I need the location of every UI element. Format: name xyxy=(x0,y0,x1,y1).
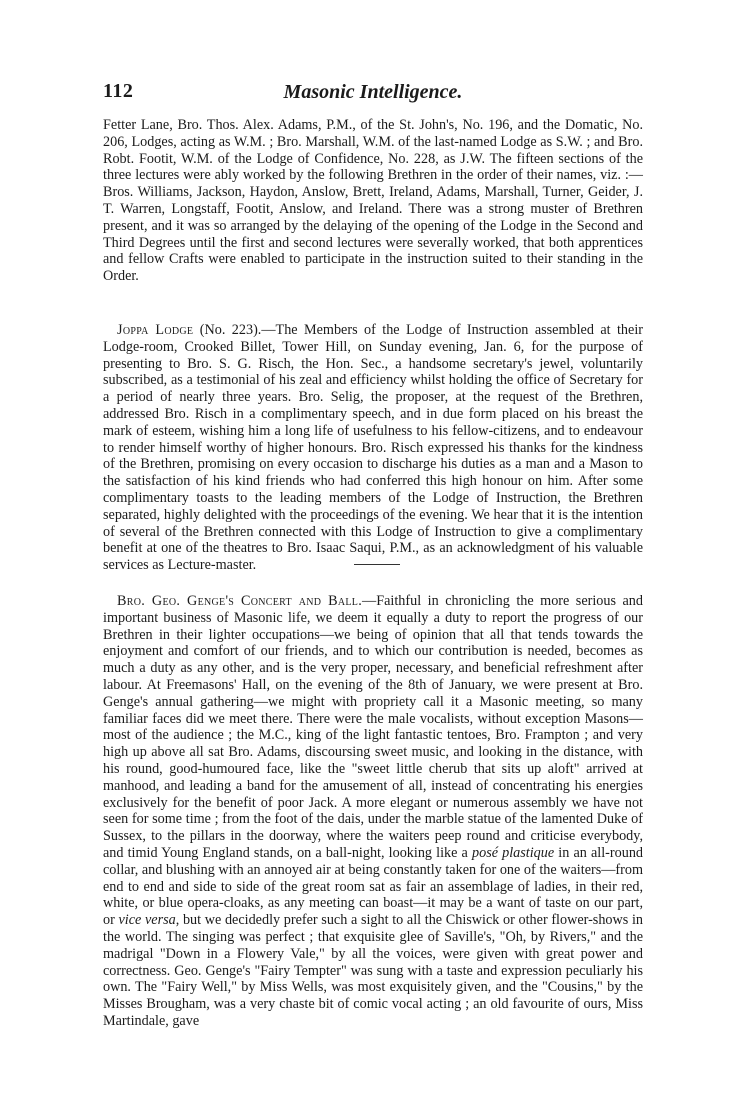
continued-paragraph: Fetter Lane, Bro. Thos. Alex. Adams, P.M., of the St. John's, No. 196, and the Domatic, No. 206, Lodges, acting as W.M. ; Bro. Marshall, W.M. of the last-named Lodge as S.W. ; and Bro. Robt. Footit, W.M. of the Lodge of Confidence, No. 228, as J.W. The fifteen sections of the three lectures were ably worked by the following Brethren in the order of their names, viz. :—Bros. Williams, Jackson, Haydon, Anslow, Brett, Ireland, Adams, Marshall, Turner, Geider, J. T. Warren, Longstaff, Footit, Anslow, and Ireland. There was a strong muster of Brethren present, and it was so arranged by the delaying of the opening of the Lodge in the Second and Third Degrees until the first and second lectures were severally worked, that both apprentices and fellow Crafts were enabled to participate in the instruction suited to their standing in the Order. xyxy=(103,117,643,285)
genge-concert-paragraph xyxy=(103,593,643,1030)
joppa-lodge-text: (No. 223).—The Members of the Lodge of Instruction assembled at their Lodge-room, Crooked Billet, Tower Hill, on Sunday evening, Jan. 6, for the purpose of presenting to Bro. S. G. Risch, the Hon. Sec., a handsome secretary's jewel, voluntarily subscribed, as a testimonial of his zeal and efficiency whilst holding the office of Secretary for a period of nearly three years. Bro. Selig, the proposer, at the request of the Brethren, addressed Bro. Risch in a complimentary speech, and in due form placed on his breast the mark of esteem, wishing him a long life of usefulness to his fellow-citizens, and to endeavour to render himself worthy of higher honours. Bro. Risch expressed his thanks for the kindness of the Brethren, promising on every occasion to discharge his duties as a man and a Mason to the satisfaction of his kind friends who had conferred this high honour on him. After some complimentary toasts to the leading members of the Lodge of Instruction, the Brethren separated, highly delighted with the proceedings of the evening. We hear that it is the intention of several of the Brethren connected with this Lodge of Instruction to give a complimentary benefit at one of the theatres to Bro. Isaac Saqui, P.M., as an acknowledgment of his valuable services as Lecture-master. xyxy=(103,322,643,574)
running-title: Masonic Intelligence. xyxy=(283,81,463,103)
section-divider xyxy=(354,564,400,565)
genge-concert-text-1: —Faithful in chronicling the more serious and important business of Masonic life, we deem it equally a duty to report the progress of our Brethren in their lighter occupations—we being of opinion that all that tends towards the enjoyment and comfort of our friends, and to which our contribution is needed, becomes as much a duty as any other, and is the very proper, necessary, and beneficial refreshment after labour. At Freemasons' Hall, on the evening of the 8th of January, we were present at Bro. Genge's annual gathering—we might with propriety call it a Masonic meeting, so many familiar faces did we meet there. There were the male vocalists, without exception Masons—most of the audience ; the M.C., king of the light fantastic tentoes, Bro. Frampton ; and very high up above all sat Bro. Adams, discoursing sweet music, and looking in the distance, with his round, good-humoured face, like the "sweet little cherub that sits up aloft" arrived at manhood, and leading a band for the amusement of all, instead of concentrating his energies exclusively for the benefit of poor Jack. A more elegant or numerous assembly we have not seen for some time ; from the foot of the dais, under the marble statue of the lamented Duke of Sussex, to the pillars in the doorway, where the waiters peep round and criticise everybody, and timid Young England stands, on a ball-night, looking like a xyxy=(103,593,643,861)
genge-concert-italic-2: vice versa xyxy=(118,912,176,929)
running-head xyxy=(103,80,643,106)
genge-concert-text-3: , but we decidedly prefer such a sight to all the Chiswick or other flower-shows in the world. The singing was perfect ; that exquisite glee of Saville's, "Oh, by Rivers," and the madrigal "Down in a Flowery Vale," by all the voices, were given with great power and correctness. Geo. Genge's "Fairy Tempter" was sung with a taste and expression peculiarly his own. The "Fairy Well," by Miss Wells, was most exquisitely given, and the "Cousins," by the Misses Brougham, was a very chaste bit of comic vocal acting ; an old favourite of ours, Miss Martindale, gave xyxy=(103,912,643,1029)
page-number: 112 xyxy=(103,80,134,102)
continued-article xyxy=(103,117,643,285)
genge-concert-section xyxy=(103,593,643,1030)
joppa-lodge-heading: Joppa Lodge xyxy=(117,322,194,338)
genge-concert-italic-1: posé plastique xyxy=(472,844,555,861)
joppa-lodge-paragraph xyxy=(103,322,643,574)
genge-concert-heading: Bro. Geo. Genge's Concert and Ball. xyxy=(117,593,363,609)
joppa-lodge-section xyxy=(103,322,643,574)
genge-concert-text-2: in an all-round collar, and blushing with an annoyed air at being constantly taken for one of the waiters—from end to end and side to side of the great room sat as fair an assemblage of ladies, in their red, white, or blue opera-cloaks, as any meeting can boast—it may be a want of taste on our part, or xyxy=(103,844,644,929)
